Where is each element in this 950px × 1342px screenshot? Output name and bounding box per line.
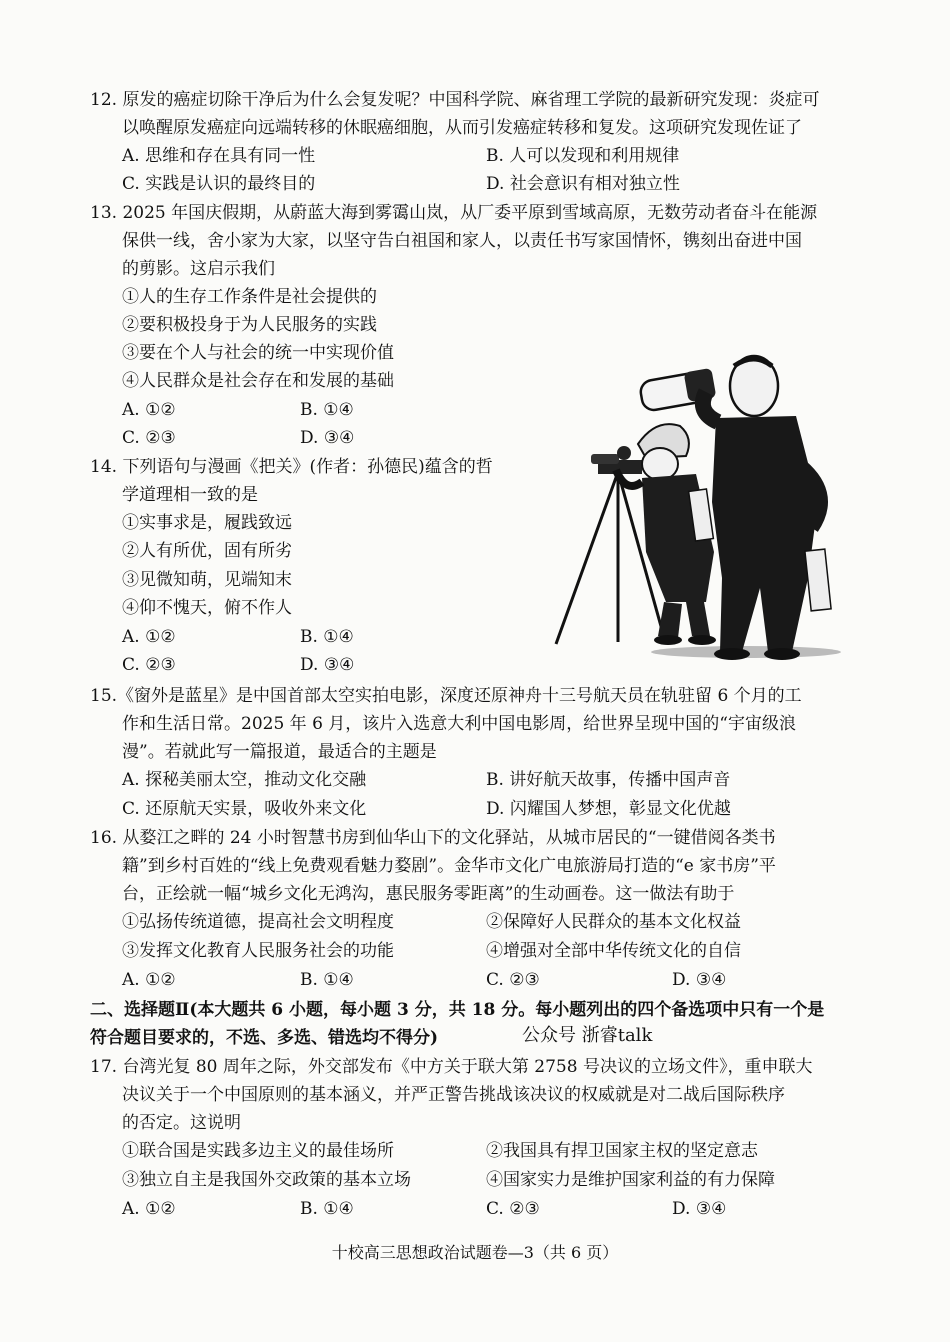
q13-item-3: ③要在个人与社会的统一中实现价值 [122, 343, 394, 363]
q14-item-4: ④仰不愧天，俯不作人 [122, 598, 292, 618]
q14-option-c: C. ②③ [122, 655, 176, 675]
q13-item-4: ④人民群众是社会存在和发展的基础 [122, 371, 394, 391]
q12-option-c: C. 实践是认识的最终目的 [122, 174, 316, 194]
q13-line-2: 保供一线，舍小家为大家，以坚守告白祖国和家人，以责任书写家国情怀，镌刻出奋进中国 [122, 231, 802, 251]
q16-item-4: ④增强对全部中华传统文化的自信 [486, 941, 741, 961]
q17-line-3: 的否定。这说明 [122, 1113, 241, 1133]
q17-option-d: D. ③④ [672, 1199, 727, 1219]
q16-line-3: 台，正绘就一幅“城乡文化无鸿沟，惠民服务零距离”的生动画卷。这一做法有助于 [122, 884, 735, 904]
q17-item-2: ②我国具有捍卫国家主权的坚定意志 [486, 1141, 758, 1161]
section2-heading-line-1: 二、选择题Ⅱ(本大题共 6 小题，每小题 3 分，共 18 分。每小题列出的四个备选项中只有一个是 [90, 1000, 825, 1020]
q16-option-a: A. ①② [122, 970, 176, 990]
q13-item-1: ①人的生存工作条件是社会提供的 [122, 287, 377, 307]
q12-option-b: B. 人可以发现和利用规律 [486, 146, 680, 166]
q17-item-3: ③独立自主是我国外交政策的基本立场 [122, 1170, 411, 1190]
q16-option-d: D. ③④ [672, 970, 727, 990]
q15-line-3: 漫”。若就此写一篇报道，最适合的主题是 [122, 742, 437, 762]
q17-item-1: ①联合国是实践多边主义的最佳场所 [122, 1141, 394, 1161]
q14-option-b: B. ①④ [300, 627, 354, 647]
q17-item-4: ④国家实力是维护国家利益的有力保障 [486, 1170, 775, 1190]
q14-line-2: 学道理相一致的是 [122, 485, 258, 505]
q17-option-a: A. ①② [122, 1199, 176, 1219]
q13-line-1: 13. 2025 年国庆假期，从蔚蓝大海到雾霭山岚，从厂委平原到雪域高原，无数劳动者奋斗在能源 [90, 203, 818, 223]
q15-line-1: 15.《窗外是蓝星》是中国首部太空实拍电影，深度还原神舟十三号航天员在轨驻留 6 个月的工 [90, 686, 802, 706]
q17-line-2: 决议关于一个中国原则的基本涵义，并严正警告挑战该决议的权威就是对二战后国际秩序 [122, 1085, 785, 1105]
q16-line-2: 籍”到乡村百姓的“线上免费观看魅力婺剧”。金华市文化广电旅游局打造的“e 家书房”平 [122, 856, 776, 876]
q14-item-2: ②人有所优，固有所劣 [122, 541, 292, 561]
section2-heading-line-2: 符合题目要求的，不选、多选、错选均不得分) [90, 1028, 439, 1048]
q13-line-3: 的剪影。这启示我们 [122, 259, 275, 279]
q13-item-2: ②要积极投身于为人民服务的实践 [122, 315, 377, 335]
q12-line-2: 以唤醒原发癌症向远端转移的休眠癌细胞，从而引发癌症转移和复发。这项研究发现佐证了 [122, 118, 802, 138]
q13-option-b: B. ①④ [300, 400, 354, 420]
q16-item-1: ①弘扬传统道德，提高社会文明程度 [122, 912, 394, 932]
q14-option-a: A. ①② [122, 627, 176, 647]
page-footer: 十校高三思想政治试题卷—3（共 6 页） [331, 1243, 619, 1262]
q14-line-1: 14. 下列语句与漫画《把关》(作者：孙德民)蕴含的哲 [90, 457, 493, 477]
q14-item-1: ①实事求是，履践致远 [122, 513, 292, 533]
q15-option-c: C. 还原航天实景，吸收外来文化 [122, 799, 367, 819]
q13-option-c: C. ②③ [122, 428, 176, 448]
q15-option-b: B. 讲好航天故事，传播中国声音 [486, 770, 731, 790]
q17-line-1: 17. 台湾光复 80 周年之际，外交部发布《中方关于联大第 2758 号决议的立场文件》，重申联大 [90, 1057, 813, 1077]
q17-option-c: C. ②③ [486, 1199, 540, 1219]
q15-line-2: 作和生活日常。2025 年 6 月，该片入选意大利中国电影周，给世界呈现中国的“宇宙级浪 [122, 714, 796, 734]
q16-option-b: B. ①④ [300, 970, 354, 990]
q16-item-3: ③发挥文化教育人民服务社会的功能 [122, 941, 394, 961]
q15-option-a: A. 探秘美丽太空，推动文化交融 [122, 770, 367, 790]
q16-option-c: C. ②③ [486, 970, 540, 990]
q14-item-3: ③见微知萌，见端知末 [122, 570, 292, 590]
q12-line-1: 12. 原发的癌症切除干净后为什么会复发呢？中国科学院、麻省理工学院的最新研究发现：炎症可 [90, 90, 820, 110]
q14-option-d: D. ③④ [300, 655, 355, 675]
q17-option-b: B. ①④ [300, 1199, 354, 1219]
q12-option-a: A. 思维和存在具有同一性 [122, 146, 316, 166]
q16-item-2: ②保障好人民群众的基本文化权益 [486, 912, 741, 932]
q13-option-d: D. ③④ [300, 428, 355, 448]
cartoon-illustration [546, 352, 876, 667]
q15-option-d: D. 闪耀国人梦想，彰显文化优越 [486, 799, 731, 819]
watermark-text: 公众号 浙睿talk [522, 1025, 653, 1046]
q16-line-1: 16. 从婺江之畔的 24 小时智慧书房到仙华山下的文化驿站，从城市居民的“一键借阅各类书 [90, 828, 776, 848]
q12-option-d: D. 社会意识有相对独立性 [486, 174, 680, 194]
q13-option-a: A. ①② [122, 400, 176, 420]
